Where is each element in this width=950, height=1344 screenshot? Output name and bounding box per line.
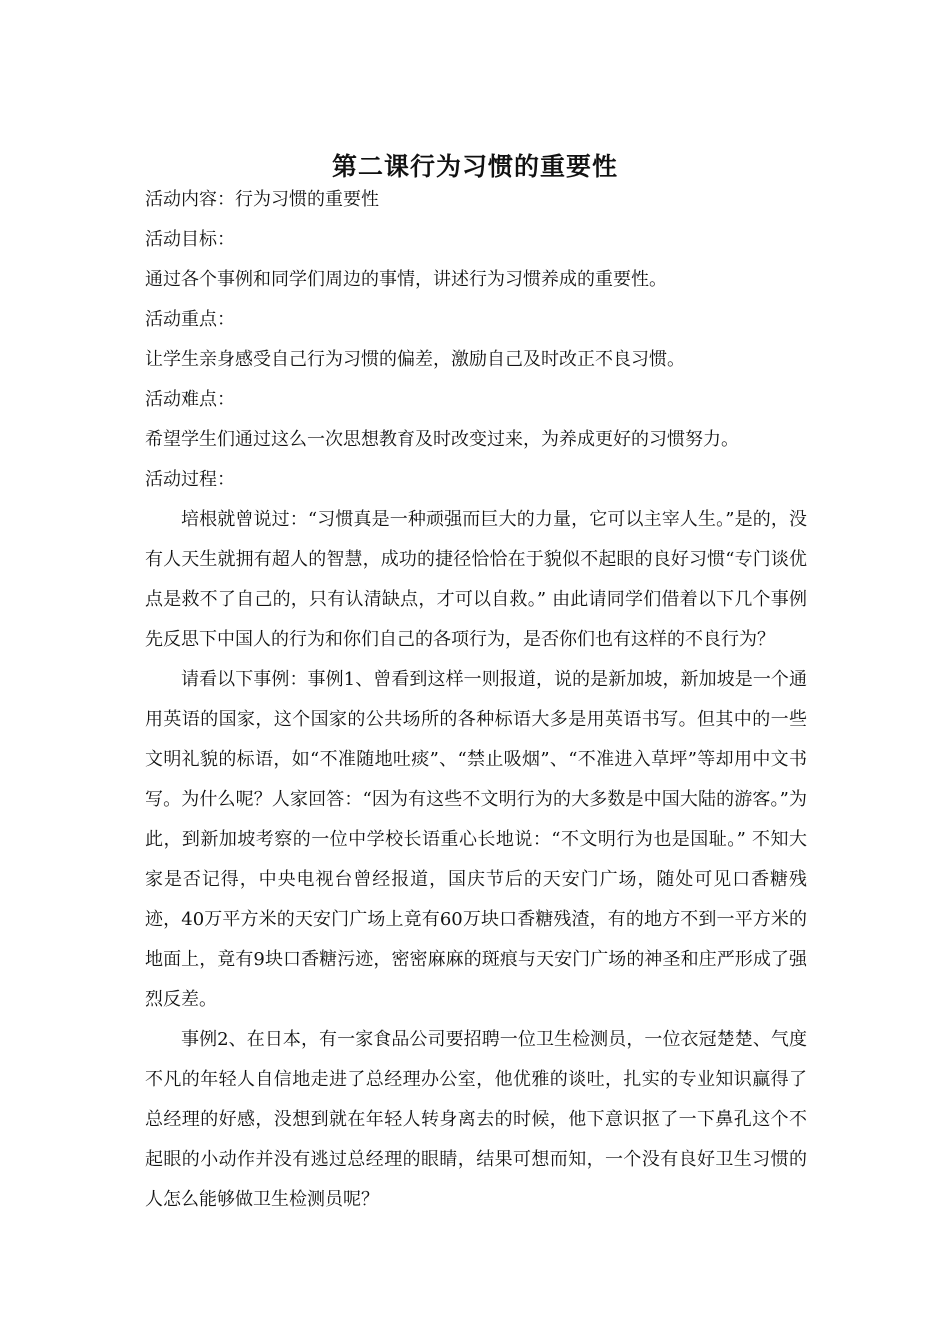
document-body <box>145 180 807 1220</box>
activity-focus-text: 让学生亲身感受自己行为习惯的偏差，激励自己及时改正不良习惯。 <box>145 349 685 370</box>
activity-process-heading: 活动过程： <box>145 469 235 490</box>
activity-difficulty-heading: 活动难点： <box>145 389 235 410</box>
activity-content-line: 活动内容：行为习惯的重要性 <box>145 189 379 210</box>
paragraph-example-2: 事例2、在日本，有一家食品公司要招聘一位卫生检测员，一位衣冠楚楚、气度不凡的年轻人自信地走进了总经理办公室，他优雅的谈吐，扎实的专业知识赢得了总经理的好感，没想到就在年轻人转身离去的时候，他下意识抠了一下鼻孔这个不起眼的小动作并没有逃过总经理的眼睛，结果可想而知，一个没有良好卫生习惯的人怎么能够做卫生检测员呢？ <box>145 1029 807 1210</box>
paragraph-example-1: 请看以下事例：事例1、曾看到这样一则报道，说的是新加坡，新加坡是一个通用英语的国家，这个国家的公共场所的各种标语大多是用英语书写。但其中的一些文明礼貌的标语，如“不准随地吐痰”、“禁止吸烟”、“不准进入草坪”等却用中文书写。为什么呢？人家回答：“因为有这些不文明行为的大多数是中国大陆的游客。”为此，到新加坡考察的一位中学校长语重心长地说：“不文明行为也是国耻。” 不知大家是否记得，中央电视台曾经报道，国庆节后的天安门广场，随处可见口香糖残迹，40万平方米的天安门广场上竟有60万块口香糖残渣，有的地方不到一平方米的地面上，竟有9块口香糖污迹，密密麻麻的斑痕与天安门广场的神圣和庄严形成了强烈反差。 <box>145 669 807 1010</box>
activity-difficulty-text: 希望学生们通过这么一次思想教育及时改变过来，为养成更好的习惯努力。 <box>145 429 739 450</box>
page-title: 第二课行为习惯的重要性 <box>331 151 618 181</box>
activity-focus-heading: 活动重点： <box>145 309 235 330</box>
activity-goal-heading: 活动目标： <box>145 229 235 250</box>
paragraph-bacon-quote: 培根就曾说过：“习惯真是一种顽强而巨大的力量，它可以主宰人生。”是的，没有人天生就拥有超人的智慧，成功的捷径恰恰在于貌似不起眼的良好习惯“专门谈优点是救不了自己的，只有认清缺点，才可以自救。” 由此请同学们借着以下几个事例先反思下中国人的行为和你们自己的各项行为，是否你们也有这样的不良行为？ <box>145 509 807 650</box>
activity-goal-text: 通过各个事例和同学们周边的事情，讲述行为习惯养成的重要性。 <box>145 269 667 290</box>
